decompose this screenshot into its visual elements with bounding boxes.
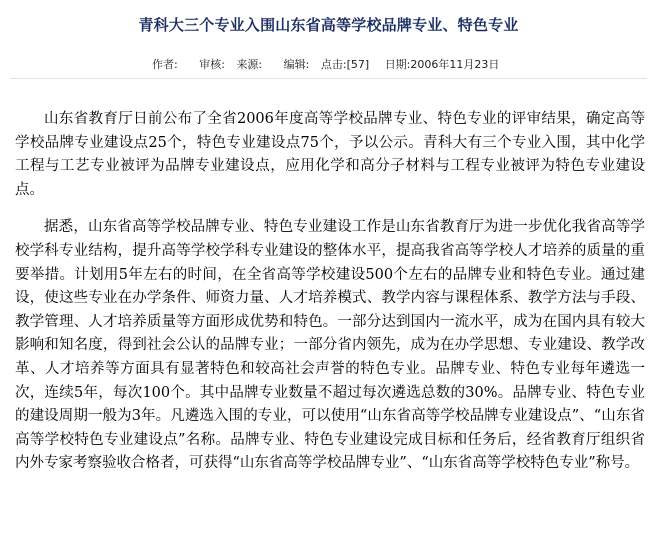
source-label: 来源: xyxy=(236,58,263,71)
date-label: 日期: xyxy=(384,58,411,71)
clicks-count: [57] xyxy=(346,58,370,71)
editor-label: 编辑: xyxy=(283,58,310,71)
author-label: 作者: xyxy=(152,58,178,71)
article-paragraph: 山东省教育厅日前公布了全省2006年度高等学校品牌专业、特色专业的评审结果，确定高等学校品牌专业建设点25个，特色专业建设点75个，予以公示。青科大有三个专业入围，其中化学工程与工艺专业被评为品牌专业建设点，应用化学和高分子材料与工程专业被评为特色专业建设点。 xyxy=(15,111,645,198)
reviewer-label: 审核: xyxy=(199,58,225,71)
article-title: 青科大三个专业入围山东省高等学校品牌专业、特色专业 xyxy=(138,16,519,34)
article-body xyxy=(15,108,645,476)
header-divider xyxy=(10,78,647,79)
article-meta xyxy=(152,56,499,72)
clicks-label: 点击: xyxy=(320,58,347,71)
publish-date: 2006年11月23日 xyxy=(410,58,500,71)
article-paragraph: 据悉，山东省高等学校品牌专业、特色专业建设工作是山东省教育厅为进一步优化我省高等学校学科专业结构，提升高等学校学科专业建设的整体水平，提高我省高等学校人才培养的质量的重要举措。计划用5年左右的时间，在全省高等学校建设500个左右的品牌专业和特色专业。通过建设，使这些专业在办学条件、师资力量、人才培养模式、教学内容与课程体系、教学方法与手段、教学管理、人才培养质量等方面形成优势和特色。一部分达到国内一流水平，成为在国内具有较大影响和知名度，得到社会公认的品牌专业；一部分省内领先，成为在办学思想、专业建设、教学改革、人才培养等方面具有显著特色和较高社会声誉的特色专业。品牌专业、特色专业每年遴选一次，连续5年，每次100个。其中品牌专业数量不超过每次遴选总数的30%。品牌专业、特色专业的建设周期一般为3年。凡遴选入围的专业，可以使用“山东省高等学校品牌专业建设点”、“山东省高等学校特色专业建设点”名称。品牌专业、特色专业建设完成目标和任务后，经省教育厅组织省内外专家考察验收合格者，可获得“山东省高等学校品牌专业”、“山东省高等学校特色专业”称号。 xyxy=(15,219,645,472)
